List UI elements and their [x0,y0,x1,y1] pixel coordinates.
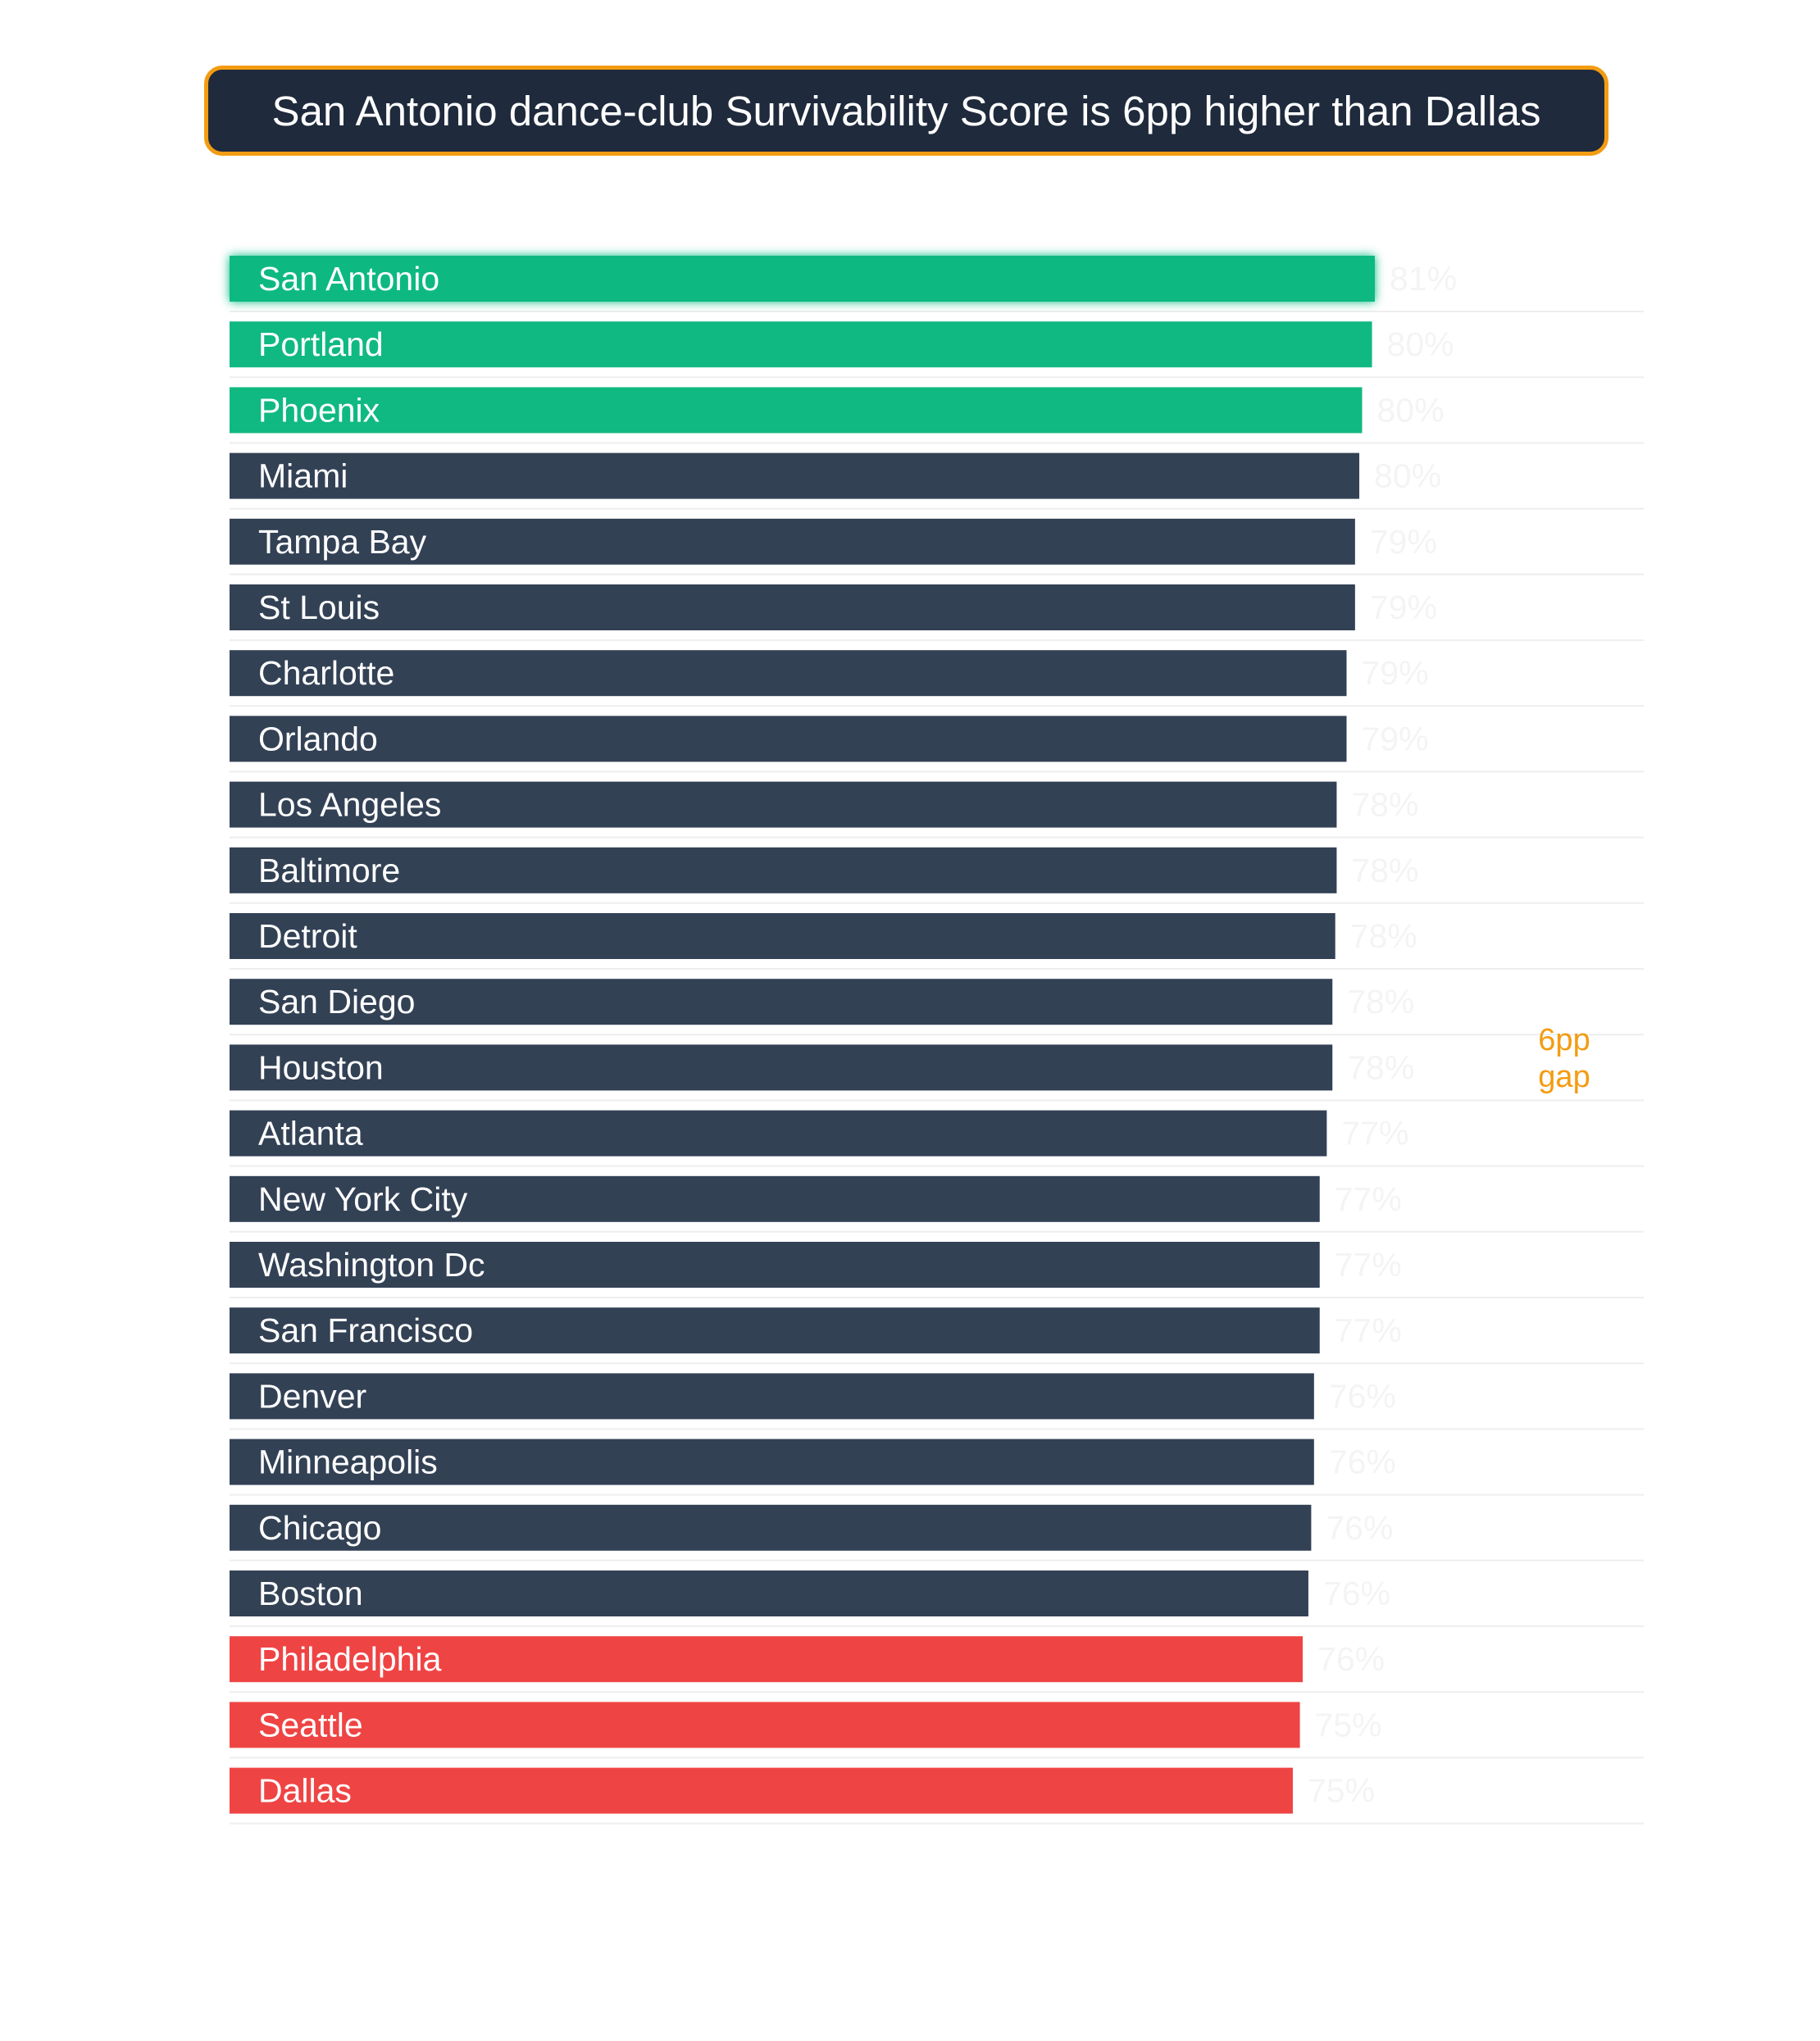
category-label-baltimore: Baltimore [258,851,401,889]
category-label-san-diego: San Diego [258,983,416,1021]
bar-phoenix [230,387,1362,433]
bar-orlando [230,716,1347,761]
value-label-san-francisco: 77% [1334,1311,1402,1350]
value-label-portland: 80% [1386,325,1454,364]
value-label-dallas: 75% [1307,1771,1376,1810]
value-label-miami: 80% [1374,457,1442,495]
category-label-washington-dc: Washington Dc [258,1246,485,1284]
bar-boston [230,1571,1308,1616]
bar-atlanta [230,1111,1326,1157]
bar-denver [230,1373,1314,1419]
gap-annotation-line-1: 6pp [1538,1023,1590,1057]
value-label-minneapolis: 76% [1328,1443,1396,1481]
category-label-san-francisco: San Francisco [258,1311,474,1350]
value-label-san-antonio: 81% [1390,260,1458,298]
category-label-minneapolis: Minneapolis [258,1443,438,1481]
category-label-st-louis: St Louis [258,589,380,626]
bar-charlotte [230,650,1347,696]
category-label-new-york-city: New York City [258,1180,468,1218]
bar-detroit [230,913,1335,959]
value-label-orlando: 79% [1361,720,1429,758]
category-label-portland: Portland [258,325,384,364]
bar-houston [230,1044,1332,1090]
value-label-detroit: 78% [1349,917,1417,955]
bar-chicago [230,1505,1311,1551]
bar-miami [230,453,1359,499]
bar-seattle [230,1702,1300,1748]
category-label-tampa-bay: Tampa Bay [258,522,427,561]
gap-annotation-line-2: gap [1538,1060,1590,1094]
category-label-los-angeles: Los Angeles [258,785,442,824]
value-label-houston: 78% [1347,1048,1415,1087]
category-label-chicago: Chicago [258,1508,382,1547]
chart-title: San Antonio dance-club Survivability Score is 6pp higher than Dallas [271,87,1541,134]
value-label-new-york-city: 77% [1334,1180,1402,1218]
value-label-los-angeles: 78% [1351,785,1419,824]
category-label-atlanta: Atlanta [258,1114,363,1152]
value-label-charlotte: 79% [1361,654,1429,693]
value-label-denver: 76% [1328,1377,1396,1416]
value-label-washington-dc: 77% [1334,1246,1402,1284]
value-label-phoenix: 80% [1376,391,1445,430]
category-label-phoenix: Phoenix [258,391,380,430]
category-label-orlando: Orlando [258,720,378,758]
category-label-houston: Houston [258,1048,384,1087]
bar-st-louis [230,584,1355,630]
category-label-philadelphia: Philadelphia [258,1640,442,1679]
value-label-st-louis: 79% [1369,589,1437,626]
category-label-san-antonio: San Antonio [258,260,440,298]
category-label-detroit: Detroit [258,917,357,955]
value-label-philadelphia: 76% [1317,1640,1385,1679]
value-label-seattle: 75% [1314,1706,1382,1744]
value-label-boston: 76% [1322,1575,1391,1612]
bar-portland [230,321,1372,367]
value-label-chicago: 76% [1326,1508,1394,1547]
value-label-atlanta: 77% [1341,1114,1409,1152]
category-label-miami: Miami [258,457,348,495]
value-label-san-diego: 78% [1347,983,1415,1021]
category-label-denver: Denver [258,1377,367,1416]
bar-dallas [230,1768,1293,1814]
value-label-baltimore: 78% [1351,851,1419,889]
category-label-seattle: Seattle [258,1706,363,1744]
category-label-boston: Boston [258,1575,363,1612]
category-label-charlotte: Charlotte [258,654,395,693]
category-label-dallas: Dallas [258,1771,352,1810]
value-label-tampa-bay: 79% [1369,522,1437,561]
